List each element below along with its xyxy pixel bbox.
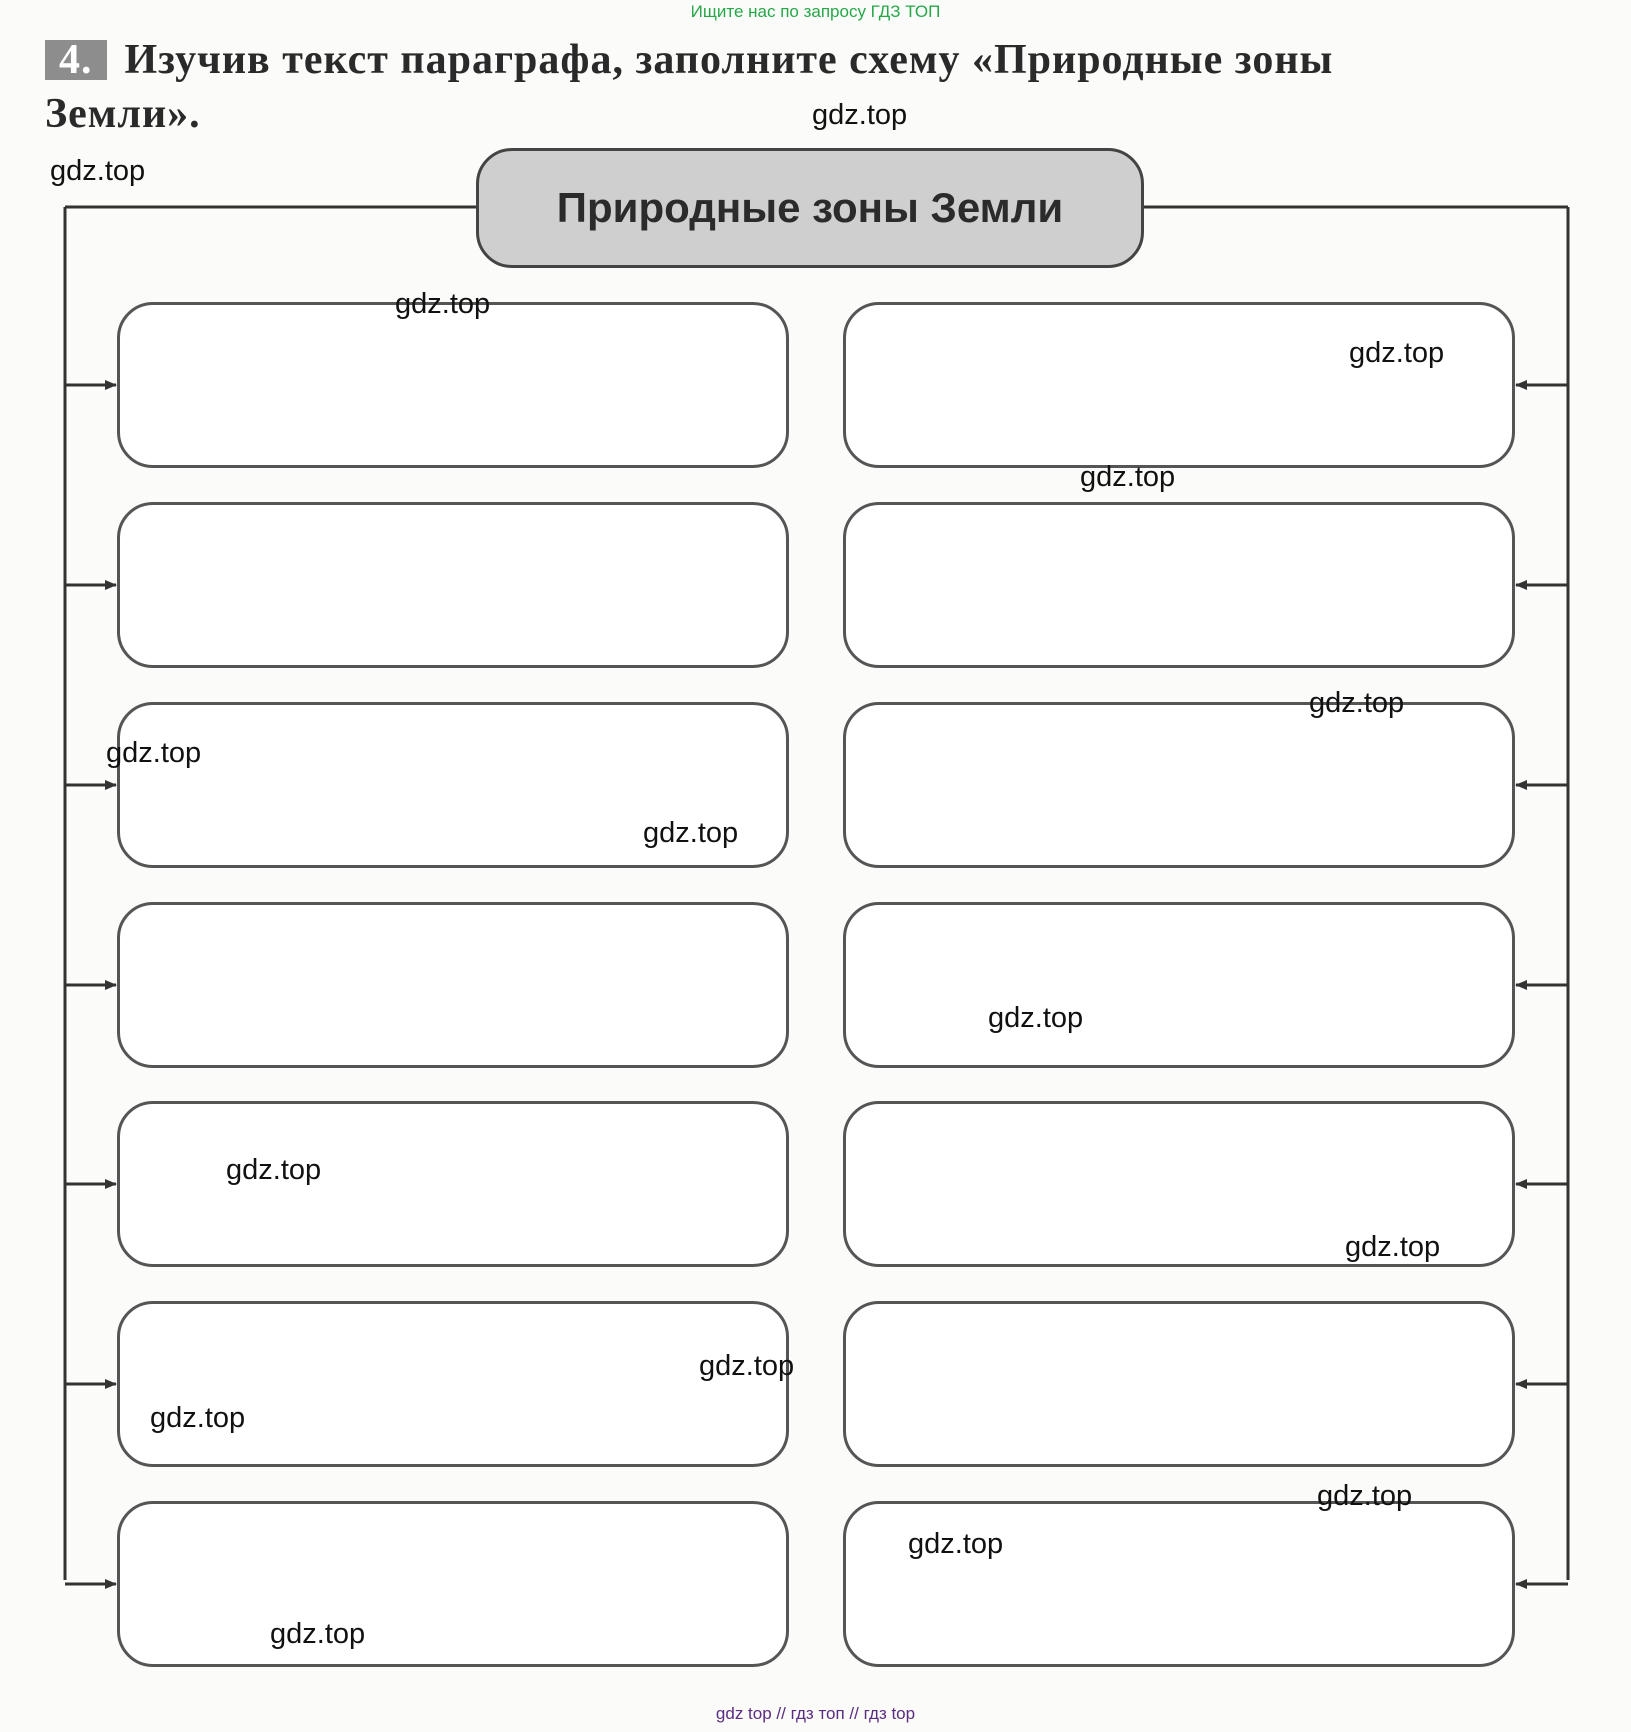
watermark-15: gdz.top [908,1528,1004,1560]
watermark-13: gdz.top [150,1402,246,1434]
zone-box-right-4[interactable] [843,902,1515,1068]
watermark-10: gdz.top [226,1154,322,1186]
watermark-7: gdz.top [106,737,202,769]
zone-box-left-7[interactable] [117,1501,789,1667]
zone-box-left-2[interactable] [117,502,789,668]
watermark-14: gdz.top [1317,1480,1413,1512]
zone-box-left-6[interactable] [117,1301,789,1467]
watermark-6: gdz.top [1309,687,1405,719]
watermark-11: gdz.top [1345,1231,1441,1263]
watermark-8: gdz.top [643,817,739,849]
top-banner: Ищите нас по запросу ГДЗ ТОП [690,2,941,21]
zone-box-left-4[interactable] [117,902,789,1068]
zone-box-right-6[interactable] [843,1301,1515,1467]
zone-box-left-5[interactable] [117,1101,789,1267]
zone-box-right-7[interactable] [843,1501,1515,1667]
watermark-1: gdz.top [50,155,146,187]
watermark-2: gdz.top [812,99,908,131]
task-number-badge: 4. [45,40,107,80]
watermark-4: gdz.top [1349,337,1445,369]
zone-box-right-1[interactable] [843,302,1515,468]
watermark-12: gdz.top [699,1350,795,1382]
watermark-16: gdz.top [270,1618,366,1650]
zone-box-right-3[interactable] [843,702,1515,868]
watermark-5: gdz.top [1080,461,1176,493]
diagram-title: Природные зоны Земли [476,148,1144,268]
task-text-line2: Земли». [45,91,201,137]
watermark-3: gdz.top [395,288,491,320]
zone-box-right-2[interactable] [843,502,1515,668]
task-text-line1: Изучив текст параграфа, заполните схему «Природные зоны [124,37,1334,83]
zone-box-left-1[interactable] [117,302,789,468]
footer-links: gdz top // гдз топ // гдз top [715,1704,916,1723]
watermark-9: gdz.top [988,1002,1084,1034]
